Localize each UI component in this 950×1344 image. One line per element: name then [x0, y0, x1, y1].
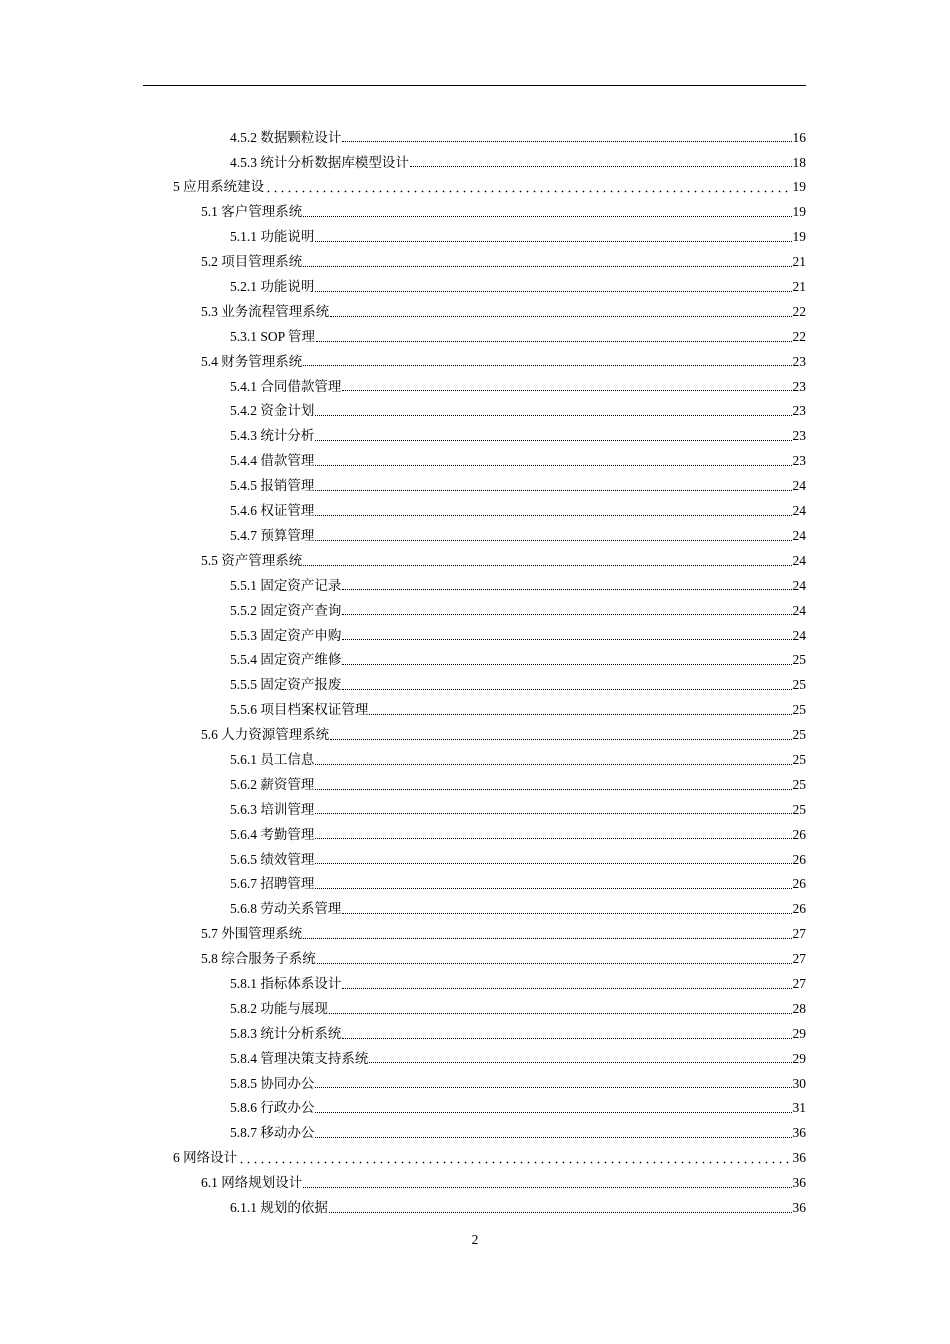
toc-entry-page: 28 [792, 1000, 806, 1016]
toc-entry-title: 5.5 资产管理系统 [201, 552, 303, 568]
toc-entry-title: 5.5.2 固定资产查询 [230, 602, 342, 618]
toc-entry[interactable] [0, 324, 950, 349]
toc-entry-title: 5.2 项目管理系统 [201, 254, 303, 270]
toc-entry-page: 19 [792, 179, 806, 195]
toc-entry-title: 5.4.2 资金计划 [230, 403, 315, 419]
toc-entry-page: 22 [792, 328, 806, 344]
toc-entry[interactable] [0, 249, 950, 274]
table-of-contents [0, 125, 950, 1220]
toc-dot-leader [315, 763, 791, 765]
toc-entry[interactable] [0, 1071, 950, 1096]
toc-entry-title: 5.2.1 功能说明 [230, 279, 315, 295]
toc-dot-leader [342, 588, 791, 590]
toc-entry-page: 29 [792, 1050, 806, 1066]
header-rule [143, 85, 806, 86]
toc-dot-leader [315, 414, 791, 416]
toc-dot-leader [238, 1158, 791, 1164]
toc-entry-title: 6.1 网络规划设计 [201, 1175, 303, 1191]
toc-entry[interactable] [0, 225, 950, 250]
toc-dot-leader [315, 887, 791, 889]
toc-entry[interactable] [0, 1195, 950, 1220]
toc-entry-page: 26 [792, 851, 806, 867]
toc-entry-page: 24 [792, 577, 806, 593]
toc-entry[interactable] [0, 274, 950, 299]
toc-entry-page: 21 [792, 254, 806, 270]
toc-entry-title: 5.6.1 员工信息 [230, 751, 315, 767]
toc-dot-leader [369, 713, 791, 715]
toc-dot-leader [315, 1111, 791, 1113]
toc-entry[interactable] [0, 598, 950, 623]
toc-dot-leader [315, 290, 791, 292]
toc-entry-page: 24 [792, 503, 806, 519]
toc-entry-title: 5.5.3 固定资产申购 [230, 627, 342, 643]
toc-entry-title: 5.1 客户管理系统 [201, 204, 303, 220]
toc-entry[interactable] [0, 449, 950, 474]
toc-dot-leader [342, 613, 791, 615]
toc-entry-title: 5.1.1 功能说明 [230, 229, 315, 245]
toc-dot-leader [303, 215, 791, 217]
toc-entry-title: 5.8.4 管理决策支持系统 [230, 1050, 369, 1066]
toc-entry[interactable] [0, 872, 950, 897]
toc-entry-page: 30 [792, 1075, 806, 1091]
toc-dot-leader [315, 240, 791, 242]
toc-entry-title: 5.8.5 协同办公 [230, 1075, 315, 1091]
toc-dot-leader [315, 1086, 791, 1088]
toc-dot-leader [315, 514, 791, 516]
toc-entry[interactable] [0, 1021, 950, 1046]
toc-dot-leader [265, 187, 791, 193]
toc-entry[interactable] [0, 1146, 950, 1171]
toc-entry[interactable] [0, 897, 950, 922]
toc-entry[interactable] [0, 150, 950, 175]
toc-entry[interactable] [0, 424, 950, 449]
toc-entry[interactable] [0, 573, 950, 598]
toc-entry-title: 5.6.3 培训管理 [230, 801, 315, 817]
toc-dot-leader [315, 812, 791, 814]
toc-entry-title: 5.4.6 权证管理 [230, 503, 315, 519]
toc-entry-title: 5.7 外围管理系统 [201, 926, 303, 942]
toc-entry[interactable] [0, 1170, 950, 1195]
toc-entry[interactable] [0, 349, 950, 374]
toc-entry-page: 19 [792, 204, 806, 220]
toc-dot-leader [315, 464, 791, 466]
toc-entry[interactable] [0, 1096, 950, 1121]
toc-entry-title: 5.4.3 统计分析 [230, 428, 315, 444]
toc-entry-title: 5.6.7 招聘管理 [230, 876, 315, 892]
toc-entry-title: 5.8 综合服务子系统 [201, 951, 316, 967]
toc-dot-leader [315, 862, 791, 864]
toc-dot-leader [342, 987, 791, 989]
toc-dot-leader [342, 663, 791, 665]
toc-entry-title: 5.8.6 行政办公 [230, 1100, 315, 1116]
toc-entry[interactable] [0, 498, 950, 523]
toc-entry[interactable] [0, 473, 950, 498]
toc-entry-page: 26 [792, 901, 806, 917]
toc-entry-page: 29 [792, 1025, 806, 1041]
toc-entry[interactable] [0, 797, 950, 822]
toc-entry-title: 6.1.1 规划的依据 [230, 1199, 328, 1215]
toc-entry-page: 24 [792, 478, 806, 494]
toc-entry-page: 25 [792, 652, 806, 668]
toc-entry[interactable] [0, 697, 950, 722]
toc-entry[interactable] [0, 847, 950, 872]
toc-entry[interactable] [0, 1046, 950, 1071]
toc-dot-leader [342, 912, 791, 914]
toc-entry-page: 27 [792, 975, 806, 991]
toc-dot-leader [342, 638, 791, 640]
toc-entry-page: 36 [792, 1150, 806, 1166]
toc-dot-leader [342, 688, 791, 690]
toc-entry-page: 23 [792, 428, 806, 444]
toc-entry-title: 6 网络设计 [173, 1150, 238, 1166]
toc-entry-title: 5.4.5 报销管理 [230, 478, 315, 494]
toc-entry-page: 24 [792, 552, 806, 568]
toc-dot-leader [316, 340, 791, 342]
toc-entry-title: 5.8.2 功能与展现 [230, 1000, 328, 1016]
toc-entry-page: 24 [792, 602, 806, 618]
toc-entry[interactable] [0, 299, 950, 324]
toc-entry-page: 23 [792, 453, 806, 469]
toc-dot-leader [303, 1186, 791, 1188]
toc-entry-page: 22 [792, 303, 806, 319]
toc-entry-title: 5.4.4 借款管理 [230, 453, 315, 469]
toc-entry[interactable] [0, 548, 950, 573]
toc-entry[interactable] [0, 922, 950, 947]
toc-entry[interactable] [0, 722, 950, 747]
toc-entry[interactable] [0, 399, 950, 424]
toc-entry-title: 4.5.2 数据颗粒设计 [230, 129, 342, 145]
toc-entry-page: 23 [792, 353, 806, 369]
toc-entry-title: 5.6.4 考勤管理 [230, 826, 315, 842]
toc-dot-leader [315, 1136, 791, 1138]
toc-entry[interactable] [0, 996, 950, 1021]
toc-entry-page: 25 [792, 702, 806, 718]
toc-dot-leader [315, 788, 791, 790]
toc-entry[interactable] [0, 946, 950, 971]
toc-entry-page: 26 [792, 876, 806, 892]
toc-entry[interactable] [0, 673, 950, 698]
toc-entry[interactable] [0, 772, 950, 797]
toc-entry-page: 25 [792, 751, 806, 767]
toc-dot-leader [342, 140, 791, 142]
toc-entry-title: 5.4 财务管理系统 [201, 353, 303, 369]
toc-entry-page: 26 [792, 826, 806, 842]
toc-entry-title: 5.8.1 指标体系设计 [230, 975, 342, 991]
toc-entry-page: 25 [792, 677, 806, 693]
toc-entry-title: 5.5.5 固定资产报废 [230, 677, 342, 693]
toc-entry[interactable] [0, 747, 950, 772]
toc-entry[interactable] [0, 374, 950, 399]
toc-entry-page: 21 [792, 279, 806, 295]
toc-entry-page: 18 [792, 154, 806, 170]
toc-dot-leader [410, 165, 792, 167]
toc-dot-leader [303, 364, 791, 366]
toc-entry-title: 5.3 业务流程管理系统 [201, 303, 330, 319]
toc-entry-title: 5.5.6 项目档案权证管理 [230, 702, 369, 718]
toc-dot-leader [315, 439, 791, 441]
toc-entry-page: 16 [792, 129, 806, 145]
toc-entry-page: 19 [792, 229, 806, 245]
toc-dot-leader [315, 837, 791, 839]
toc-dot-leader [330, 738, 791, 740]
toc-dot-leader [303, 265, 791, 267]
toc-entry-page: 36 [792, 1175, 806, 1191]
toc-entry[interactable] [0, 971, 950, 996]
toc-entry-page: 24 [792, 527, 806, 543]
toc-entry[interactable] [0, 175, 950, 200]
toc-entry-page: 27 [792, 951, 806, 967]
toc-entry[interactable] [0, 1121, 950, 1146]
toc-entry-title: 5.8.7 移动办公 [230, 1125, 315, 1141]
toc-entry-title: 5.4.1 合同借款管理 [230, 378, 342, 394]
toc-entry-page: 23 [792, 378, 806, 394]
toc-dot-leader [369, 1061, 791, 1063]
toc-dot-leader [342, 389, 791, 391]
toc-dot-leader [342, 1037, 791, 1039]
toc-entry-page: 25 [792, 727, 806, 743]
toc-entry-page: 36 [792, 1199, 806, 1215]
toc-entry-title: 5 应用系统建设 [173, 179, 265, 195]
toc-entry-title: 5.4.7 预算管理 [230, 527, 315, 543]
toc-entry-page: 27 [792, 926, 806, 942]
toc-dot-leader [315, 489, 791, 491]
toc-entry-title: 5.8.3 统计分析系统 [230, 1025, 342, 1041]
toc-entry-title: 5.6 人力资源管理系统 [201, 727, 330, 743]
toc-entry-title: 5.5.4 固定资产维修 [230, 652, 342, 668]
toc-entry[interactable] [0, 125, 950, 150]
toc-entry-page: 25 [792, 801, 806, 817]
toc-dot-leader [303, 564, 791, 566]
toc-entry-title: 5.6.2 薪资管理 [230, 776, 315, 792]
toc-entry-title: 5.5.1 固定资产记录 [230, 577, 342, 593]
toc-entry-title: 5.6.5 绩效管理 [230, 851, 315, 867]
toc-dot-leader [329, 1211, 792, 1213]
toc-entry-page: 23 [792, 403, 806, 419]
toc-entry-page: 25 [792, 776, 806, 792]
page-number: 2 [471, 1232, 479, 1247]
toc-dot-leader [329, 1012, 792, 1014]
toc-entry-title: 5.6.8 劳动关系管理 [230, 901, 342, 917]
toc-dot-leader [330, 315, 791, 317]
toc-entry-page: 36 [792, 1125, 806, 1141]
toc-dot-leader [317, 962, 792, 964]
toc-entry[interactable] [0, 623, 950, 648]
toc-entry-title: 4.5.3 统计分析数据库模型设计 [230, 154, 409, 170]
toc-entry-page: 31 [792, 1100, 806, 1116]
toc-dot-leader [303, 937, 791, 939]
toc-entry[interactable] [0, 200, 950, 225]
toc-entry[interactable] [0, 822, 950, 847]
toc-entry[interactable] [0, 648, 950, 673]
toc-dot-leader [315, 539, 791, 541]
toc-entry-title: 5.3.1 SOP 管理 [230, 328, 316, 344]
toc-entry[interactable] [0, 523, 950, 548]
toc-entry-page: 24 [792, 627, 806, 643]
